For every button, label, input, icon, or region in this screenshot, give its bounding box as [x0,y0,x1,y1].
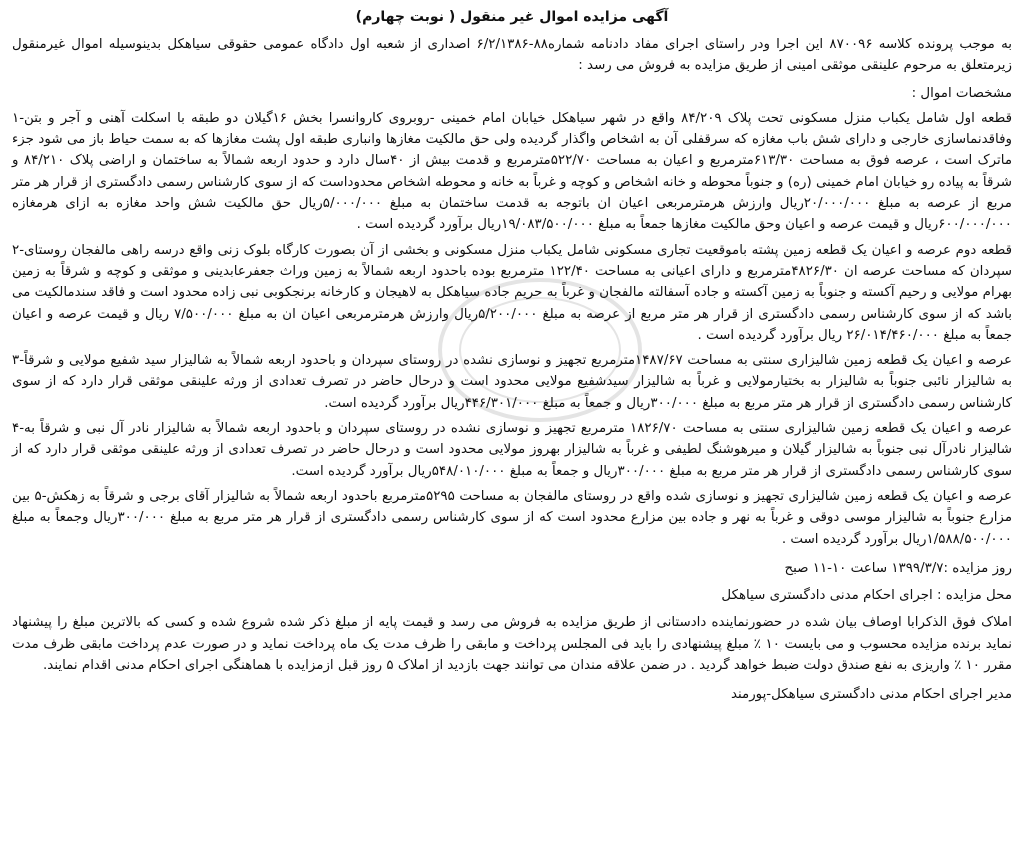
auction-place: محل مزایده : اجرای احکام مدنی دادگستری سیاهکل [721,588,1012,604]
auction-conditions: املاک فوق الذکرابا اوصاف بیان شده در حضورنماینده دادستانی از طریق مزایده به فروش می رسد و قیمت پایه از مبلغ ذکر شده شروع شده و کسی که بالاترین مبلغ را پیشنهاد نماید برنده مزایده محسوب و می بایست ۱۰ ٪ مبلغ پیشنهادی را باید فی المجلس پرداخت و مابقی را ظرف مدت یک ماه پرداخت نماید و در صورت عدم پرداخت مابقی ظرف مدت مقرر ۱۰ ٪ واریزی به نفع صندق دولت ضبط خواهد گردید . در ضمن علاقه مندان می توانند جهت بازدید از املاک ۵ روز قبل ازمزایده با هماهنگی اجرای احکام مدنی اقدام نمایند. [12,615,1012,674]
property-item-1: قطعه اول شامل یکباب منزل مسکونی تحت پلاک ۸۴/۲۰۹ واقع در شهر سیاهکل خیابان امام خمینی -روبروی کاروانسرا بخش ۱۶گیلان دو طبقه با اسکلت آهنی و آجر و بتن-۱ وفاقدنماسازی خارجی و دارای شش باب مغازه که سرقفلی آن به اشخاص واگذار گردیده ولی حق مالکیت مغازها وانباری طبقه اول پشت مغازها که به سمت حیاط باز می شود جزء ماترک است ، عرصه فوق به مساحت ۶۱۳/۳۰مترمربع و اعیان به مساحت ۵۲۲/۷۰مترمربع و قدمت بیش از ۴۰سال دارد و حدود اربعه شمالاً به ساختمان و اراضی پلاک ۸۴/۲۱۰ و شرقاً به پیاده رو خیابان امام خمینی (ره) و جنوباً محوطه و خانه اشخاص و کوچه و غرباً به خانه و محوطه اشخاص محدوداست که از سوی کارشناس رسمی دادگستری از قرار هر متر مربع از عرصه به مبلغ ۲۰/۰۰۰/۰۰۰ریال وارزش هرمترمربعی اعیان ان باتوجه به قدمت ساختمان به مبلغ ۵/۰۰۰/۰۰۰ریال حق مالکیت شش واحد مغازه به ازای هرمغازه ۶۰۰/۰۰۰/۰۰۰ریال و قیمت عرصه و اعیان وحق مالکیت مغازها جمعاً به مبلغ ۱۹/۰۸۳/۵۰۰/۰۰۰ریال برآورد گردیده است . [12,110,1012,233]
specs-heading: مشخصات اموال : [911,85,1012,101]
notice-title: آگهی مزایده اموال غیر منقول ( نوبت چهارم) [355,9,669,25]
notice-intro: به موجب پرونده کلاسه ۸۷۰۰۹۶ این اجرا ودر راستای اجرای مفاد دادنامه شماره۸۸-۶/۲/۱۳۸۶ اصداری از شعبه اول دادگاه عمومی حقوقی سیاهکل بدینوسیله اموال غیرمنقول زیرمتعلق به مرحوم علینقی موثقی امینی از طریق مزایده به فروش می رسد : [12,37,1012,74]
auction-date: روز مزایده :۱۳۹۹/۳/۷ ساعت ۱۰-۱۱ صبح [784,560,1012,576]
auction-notice [12,6,1012,706]
property-item-5: عرصه و اعیان یک قطعه زمین شالیزاری تجهیز و نوسازی شده واقع در روستای مالفجان به مساحت ۵۲۹۵مترمربع باحدود اربعه شمالاً به شالیزار آقای برجی و شرقاً به زهکش-۵ بین مزارع جنوباً به شالیزار موسی دوقی و غرباً به نهر و جاده بین مزارع محدود است که از سوی کارشناس رسمی دادگستری از قرار هر متر مربع به مبلغ ۳۰۰/۰۰۰ریال وجمعاً به مبلغ ۱/۵۸۸/۵۰۰/۰۰۰ریال برآورد گردیده است . [12,488,1012,547]
property-item-4: عرصه و اعیان یک قطعه زمین شالیزاری سنتی به مساحت ۱۸۲۶/۷۰ مترمربع تجهیز و نوسازی نشده در روستای سپردان و باحدود اربعه شمالاً به شالیزار نادر آل نبی و شرقاً به-۴ شالیزار نادرآل نبی جنوباً به شالیزار گیلان و میرهوشنگ لطیفی و غرباً به شالیزار بهروز مولایی محدود است و درحال حاضر در تصرف تعدادی از ورثه علینقی موثقی قرار دارد که از سوی کارشناس رسمی دادگستری از قرار هر متر مربع به مبلغ ۳۰۰/۰۰۰ریال و جمعاً به مبلغ ۵۴۸/۰۱۰/۰۰۰ریال برآورد گردیده است. [12,421,1012,479]
signature: مدیر اجرای احکام مدنی دادگستری سیاهکل-پورمند [730,687,1012,703]
property-item-3: عرصه و اعیان یک قطعه زمین شالیزاری سنتی به مساحت ۱۴۸۷/۶۷مترمربع تجهیز و نوسازی نشده در روستای سپردان و باحدود اربعه شمالاً به شالیزار سید شفیع مولایی و شرقاً-۳ به شالیزار نائبی جنوباً به شالیزار به بختیارمولایی و غرباً به شالیزار سیدشفیع مولایی محدود است و درحال حاضر در تصرف تعدادی از ورثه علینقی موثقی قرار دارد که از سوی کارشناس رسمی دادگستری از قرار هر متر مربع به مبلغ ۳۰۰/۰۰۰ریال و جمعاً به مبلغ ۴۴۶/۳۰۱/۰۰۰ریال برآورد گردیده است. [12,353,1012,411]
property-item-2: قطعه دوم عرصه و اعیان یک قطعه زمین پشته باموقعیت تجاری مسکونی شامل یکباب منزل مسکونی و بخشی از آن بصورت کارگاه بلوک زنی واقع درسه راهی مالفجان روستای-۲ سپردان که مساحت عرصه ان ۴۸۲۶/۳۰مترمربع و دارای اعیانی به مساحت ۱۲۲/۴۰ مترمربع بوده باحدود اربعه شمالاً به زمین وراث جعفرعابدینی و موثقی و کوچه و شرقاً به زمین بهرام مولایی و رحیم آکسته و جنوباً به زمین آکسته و جاده آسفالته مالفجان و غرباً به حریم جاده سیاهکل به لاهیجان و کارخانه برنجکوبی نبی زاده محدود است و فاقد سندمالکیت می باشد که از سوی کارشناس رسمی دادگستری از قرار هر متر مربع از عرصه به مبلغ ۵/۲۰۰/۰۰۰ریال وارزش هرمترمربعی اعیان ان به مبلغ ۷/۵۰۰/۰۰۰ ریال و قیمت عرصه و اعیان جمعاً به مبلغ ۲۶/۰۱۴/۴۶۰/۰۰۰ ریال برآورد گردیده است . [12,242,1012,343]
